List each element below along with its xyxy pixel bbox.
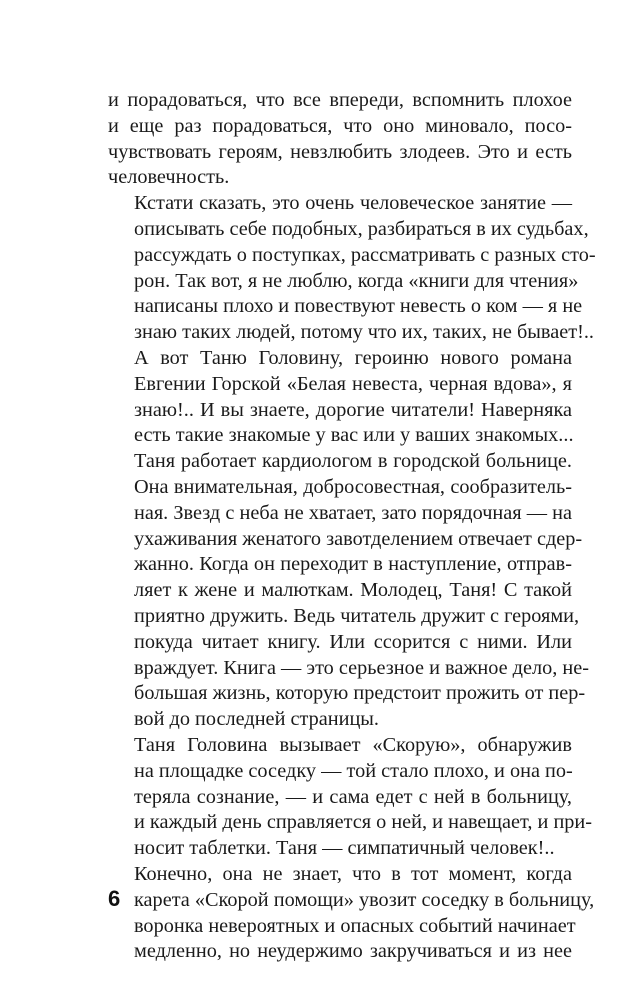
text-line: написаны плохо и повествуют невесть о ком — я не — [134, 295, 583, 318]
text-line: рассуждать о поступках, рассматривать с разных сто- — [134, 243, 596, 266]
text-line: карета «Скорой помощи» увозит соседку в больницу, — [134, 888, 595, 911]
text-line: теряла сознание, — и сама едет с ней в больницу, — [134, 785, 572, 808]
text-line: враждует. Книга — это серьезное и важное дело, не- — [134, 656, 590, 679]
text-line: знаю!.. И вы знаете, дорогие читатели! Наверняка — [134, 398, 572, 421]
text-line: описывать себе подобных, разбираться в их судьбах, — [134, 217, 589, 240]
text-line: воронка невероятных и опасных событий начинает — [134, 914, 576, 937]
text-line: Она внимательная, добросовестная, сообразитель- — [134, 475, 572, 498]
paragraph — [108, 346, 590, 733]
text-line: Кстати сказать, это очень человеческое занятие — — [134, 192, 572, 215]
text-line: приятно дружить. Ведь читатель дружит с героями, — [134, 604, 580, 627]
text-line: рон. Так вот, я не люблю, когда «книги для чтения» — [134, 269, 579, 292]
page-number: 6 — [108, 886, 121, 911]
paragraph — [108, 733, 593, 862]
paragraph — [108, 191, 596, 346]
text-line: есть такие знакомые у вас или у ваших знакомых... — [134, 424, 574, 447]
text-line: медленно, но неудержимо закручиваться и из нее — [134, 940, 572, 963]
page-body — [108, 88, 596, 965]
text-line: знаю таких людей, потому что их, таких, не бывает!.. — [134, 321, 594, 344]
text-line: ляет к жене и малюткам. Молодец, Таня! С такой — [134, 579, 572, 602]
text-line: чувствовать героям, невзлюбить злодеев. Это и есть — [108, 140, 572, 163]
text-line: ная. Звезд с неба не хватает, зато порядочная — на — [134, 501, 572, 524]
text-line: носит таблетки. Таня — симпатичный человек!.. — [134, 837, 555, 860]
text-line: человечность. — [108, 166, 230, 189]
text-line: на площадке соседку — той стало плохо, и она по- — [134, 759, 573, 782]
paragraph — [108, 88, 572, 191]
paragraph — [108, 862, 595, 965]
text-line: ухаживания женатого завотделением отвечает сдер- — [134, 527, 583, 550]
text-line: и порадоваться, что все впереди, вспомнить плохое — [108, 89, 572, 111]
text-line: жанно. Когда он переходит в наступление, отправ- — [134, 553, 572, 576]
text-line: покуда читает книгу. Или ссорится с ними. Или — [134, 630, 572, 653]
text-line: Конечно, она не знает, что в тот момент, когда — [134, 862, 572, 885]
text-line: вой до последней страницы. — [134, 708, 379, 731]
text-line: большая жизнь, которую предстоит прожить от пер- — [134, 682, 586, 705]
text-line: и еще раз порадоваться, что оно миновало, посо- — [108, 114, 572, 137]
text-line: Таня Головина вызывает «Скорую», обнаружив — [134, 733, 572, 756]
text-line: Таня работает кардиологом в городской больнице. — [134, 450, 572, 473]
text-line: и каждый день справляется о ней, и навещает, и при- — [134, 811, 593, 834]
text-line: А вот Таню Головину, героиню нового романа — [134, 346, 572, 369]
text-line: Евгении Горской «Белая невеста, черная вдова», я — [134, 372, 572, 395]
